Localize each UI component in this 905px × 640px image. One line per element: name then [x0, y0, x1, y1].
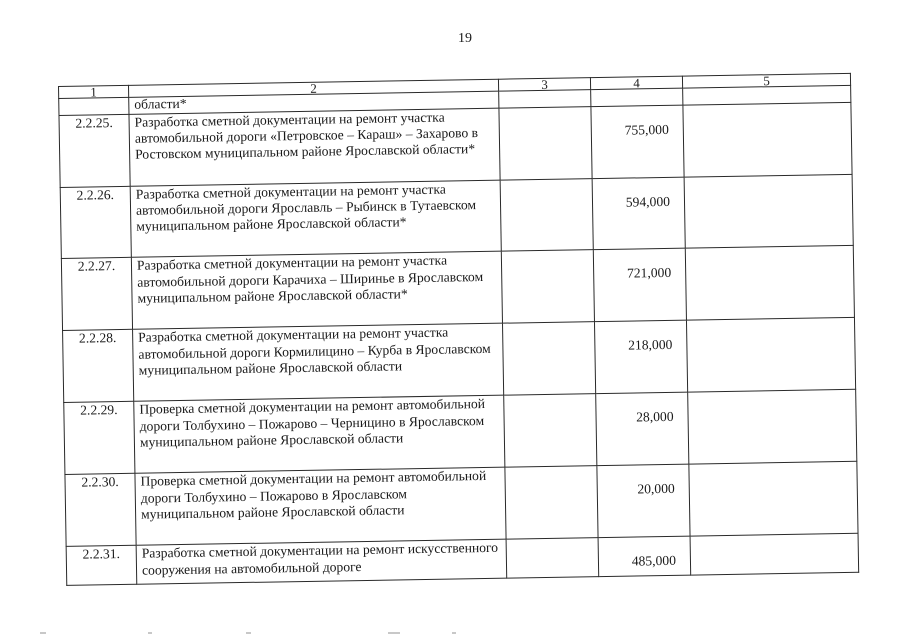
continuation-col3-cell: [499, 90, 591, 108]
row-col5: [689, 462, 858, 537]
row-description: Проверка сметной документации на ремонт автомобильной дороги Толбухино – Пожарово – Черницино в Ярославском муниципальном районе Ярославской области: [134, 395, 505, 473]
row-description: Разработка сметной документации на ремонт искусственного сооружения на автомобильной дороге: [136, 539, 507, 584]
page-number: 19: [458, 31, 472, 46]
row-amount-cell: [596, 392, 689, 465]
column-header-2: 2: [128, 79, 498, 97]
row-amount-cell: [594, 321, 687, 394]
row-col3: [501, 250, 594, 323]
continuation-text: области*: [129, 91, 499, 114]
table-row: [63, 318, 856, 403]
row-amount: 20,000: [637, 481, 675, 497]
row-description: Разработка сметной документации на ремонт участка автомобильной дороги Кормилицино – Курба в Ярославском муниципальном районе Ярославской области: [133, 324, 504, 402]
continuation-num-cell: [59, 97, 129, 115]
row-col5: [690, 534, 859, 576]
table-row: [64, 390, 857, 475]
row-amount: 721,000: [626, 265, 672, 282]
row-description: Разработка сметной документации на ремонт участка автомобильной дороги «Петровское – Караш» – Захарово в Ростовском муниципальном районе Ярославской области*: [129, 108, 500, 186]
row-number: 2.2.28.: [63, 330, 134, 403]
row-amount-cell: [598, 536, 691, 576]
row-col3: [504, 394, 597, 467]
row-col3: [500, 178, 593, 251]
column-header-3: 3: [498, 78, 590, 92]
row-number: 2.2.31.: [66, 545, 137, 585]
row-amount-cell: [592, 177, 685, 250]
row-col5: [683, 102, 852, 177]
row-amount: 755,000: [624, 121, 669, 138]
table-row: [65, 462, 858, 547]
row-number: 2.2.25.: [59, 114, 130, 187]
row-col5: [685, 246, 854, 321]
row-description: Разработка сметной документации на ремонт участка автомобильной дороги Карачиха – Ширинье в Ярославском муниципальном районе Ярославской области*: [131, 252, 502, 330]
column-header-5: 5: [682, 73, 850, 88]
row-col5: [688, 390, 857, 465]
row-number: 2.2.29.: [64, 402, 135, 475]
row-number: 2.2.27.: [61, 258, 132, 331]
row-number: 2.2.26.: [60, 186, 131, 259]
row-description: Разработка сметной документации на ремонт участка автомобильной дороги Ярославль – Рыбинск в Тутаевском муниципальном районе Ярославской области*: [130, 180, 501, 258]
scan-artifacts: [0, 630, 905, 640]
row-col3: [506, 538, 599, 578]
row-amount: 218,000: [628, 337, 673, 353]
column-header-1: 1: [59, 85, 129, 98]
row-col5: [684, 174, 853, 249]
table-row: [60, 174, 853, 259]
row-col3: [499, 106, 592, 179]
row-col5: [686, 318, 855, 393]
row-amount-cell: [593, 249, 686, 322]
row-amount-cell: [597, 464, 690, 537]
table-row: [59, 102, 852, 187]
row-number: 2.2.30.: [65, 474, 136, 547]
column-header-4: 4: [590, 76, 682, 90]
row-col3: [505, 466, 598, 539]
row-amount: 28,000: [636, 409, 674, 425]
table-row: [61, 246, 854, 331]
row-col3: [502, 322, 595, 395]
row-description: Проверка сметной документации на ремонт автомобильной дороги Толбухино – Пожарово в Ярославском муниципальном районе Ярославской области: [135, 467, 506, 545]
row-amount-cell: [591, 105, 684, 178]
row-amount: 485,000: [631, 553, 677, 569]
continuation-amount-cell: [591, 88, 683, 106]
row-amount: 594,000: [625, 193, 671, 210]
budget-table: [58, 73, 859, 586]
